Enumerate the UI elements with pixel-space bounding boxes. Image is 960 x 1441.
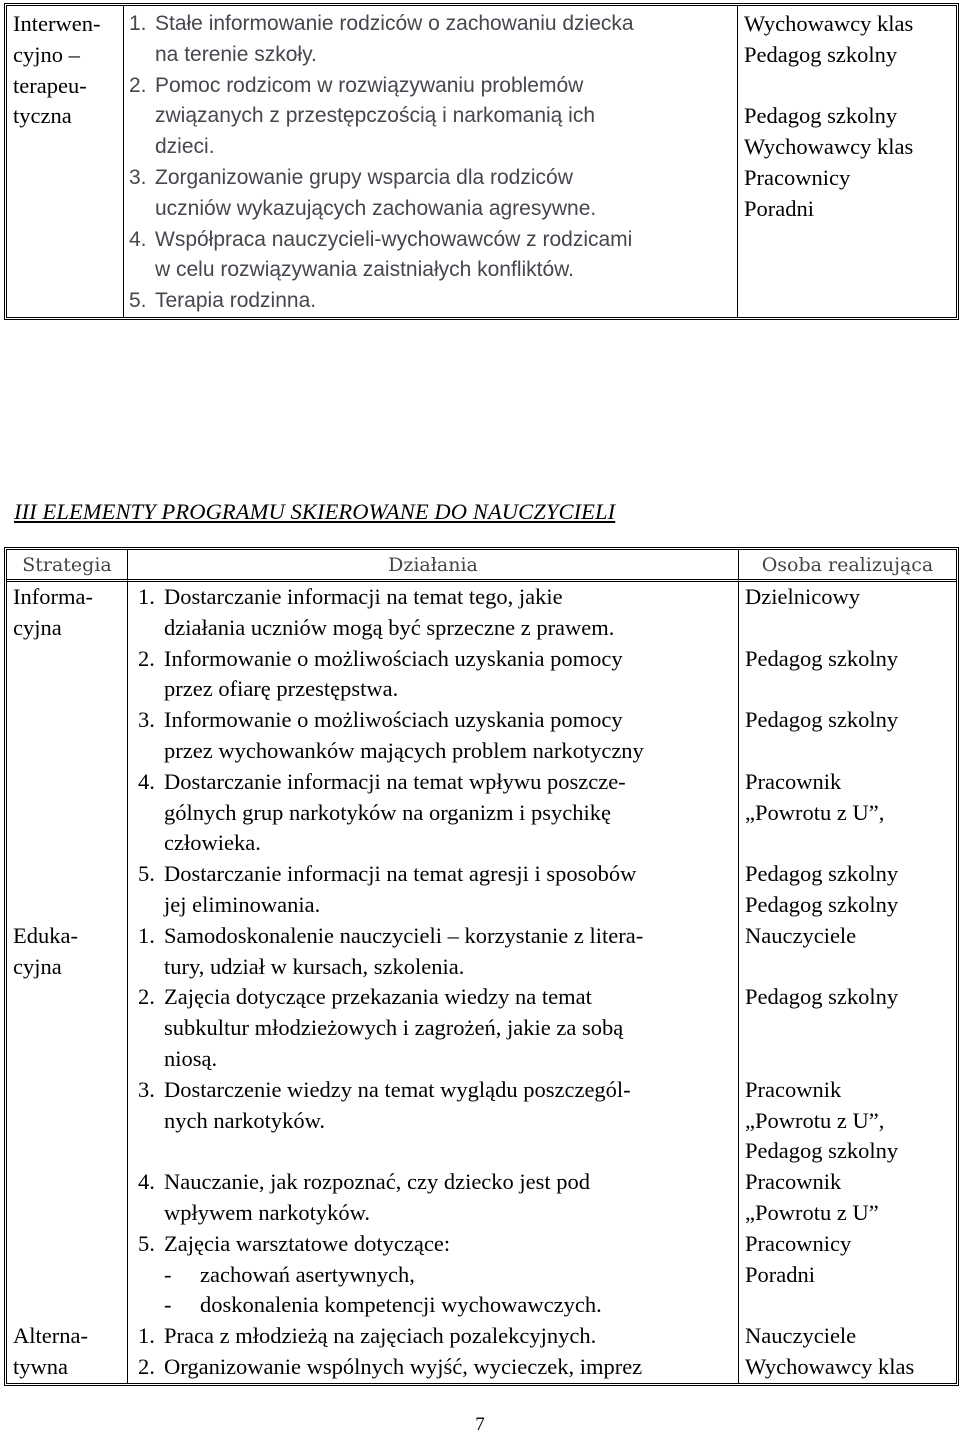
sub-item [164, 1260, 738, 1291]
text-line [745, 952, 956, 983]
action-item [138, 767, 738, 859]
text-line: Pedagog szkolny [744, 41, 898, 67]
text-line: Poradni [745, 1261, 815, 1287]
text-line: Alterna- [13, 1323, 88, 1349]
action-item [138, 859, 738, 921]
text-line: Interwen- [13, 11, 101, 36]
action-line: Dostarczanie informacji na temat wpływu poszcze- [164, 768, 626, 794]
action-line: Pomoc rodzicom w rozwiązywaniu problemów [155, 73, 584, 97]
text-line: Nauczyciele [745, 922, 857, 948]
top-program-table [4, 3, 959, 320]
item-number: 1. [138, 584, 155, 609]
actions-cell [128, 582, 739, 921]
action-line: Dostarczenie wiedzy na temat wyglądu poszczegól- [164, 1076, 631, 1102]
action-line: dzieci. [155, 135, 215, 159]
text-line [745, 1290, 956, 1321]
item-number: 4. [138, 1169, 155, 1195]
action-item [138, 1321, 738, 1352]
item-number: 3. [138, 707, 155, 733]
item-number: 5. [129, 289, 147, 313]
sub-text: zachowań asertywnych, [200, 1261, 415, 1287]
text-line: Pedagog szkolny [745, 1138, 899, 1164]
teachers-program-table [4, 547, 959, 1386]
action-line: Współpraca nauczycieli-wychowawców z rodzicami [155, 227, 633, 251]
text-line [744, 71, 956, 102]
action-item [138, 982, 738, 1074]
text-line: Eduka- [13, 922, 78, 948]
action-item [138, 582, 738, 644]
action-line: Nauczanie, jak rozpoznać, czy dziecko jest pod [164, 1169, 591, 1195]
action-line: w celu rozwiązywania zaistniałych konfliktów. [155, 258, 575, 282]
table-row [7, 582, 956, 921]
text-line: Informa- [13, 584, 93, 609]
text-line: cyjna [13, 953, 62, 979]
text-line: Nauczyciele [745, 1323, 857, 1349]
strategy-cell [7, 582, 128, 921]
section-heading: III ELEMENTY PROGRAMU SKIEROWANE DO NAUCZYCIELI [14, 499, 616, 524]
item-number: 4. [129, 227, 147, 251]
text-line: Pedagog szkolny [745, 891, 899, 917]
text-line: tywna [13, 1353, 68, 1379]
table-header-row [7, 550, 956, 582]
action-item [129, 163, 737, 225]
item-number: 3. [138, 1076, 155, 1102]
text-line: Pedagog szkolny [745, 861, 899, 887]
persons-cell [739, 921, 956, 1321]
strategy-cell [7, 921, 128, 1321]
text-line: Dzielnicowy [745, 584, 860, 609]
action-line: związanych z przestępczością i narkomanią ich [155, 104, 596, 128]
action-item [138, 644, 738, 706]
text-line: Pracownik [745, 768, 842, 794]
action-item [129, 71, 737, 163]
action-line: Dostarczanie informacji na temat tego, jakie [164, 584, 563, 609]
header-person: Osoba realizująca [739, 550, 956, 582]
text-line: Wychowawcy klas [744, 11, 914, 36]
action-line: Praca z młodzieżą na zajęciach pozalekcyjnych. [164, 1323, 597, 1349]
item-number: 2. [129, 73, 147, 97]
text-line [745, 613, 956, 644]
text-line: tyczna [13, 103, 72, 129]
action-line: nych narkotyków. [164, 1107, 326, 1133]
action-item [138, 1229, 738, 1321]
action-line: uczniów wykazujących zachowania agresywne. [155, 196, 597, 220]
item-number: 5. [138, 861, 155, 887]
action-line: Zajęcia warsztatowe dotyczące: [164, 1230, 451, 1256]
action-line: Organizowanie wspólnych wyjść, wycieczek, imprez [164, 1353, 643, 1379]
text-line: „Powrotu z U” [745, 1199, 879, 1225]
text-line: Wychowawcy klas [745, 1353, 915, 1379]
actions-cell [128, 921, 739, 1321]
sub-item [164, 1290, 738, 1321]
action-line: człowieka. [164, 830, 261, 856]
action-line: Samodoskonalenie nauczycieli – korzystanie z litera- [164, 922, 644, 948]
action-line: przez ofiarę przestępstwa. [164, 676, 399, 702]
item-number: 4. [138, 768, 155, 794]
persons-cell-interwencyjno [738, 6, 956, 317]
text-line: Pracownicy [744, 164, 851, 190]
action-line: na terenie szkoły. [155, 42, 317, 66]
text-line: „Powrotu z U”, [745, 799, 885, 825]
text-line: Wychowawcy klas [744, 134, 914, 160]
text-line: terapeu- [13, 72, 87, 98]
action-line: jej eliminowania. [164, 891, 321, 917]
action-line: Informowanie o możliwościach uzyskania pomocy [164, 645, 623, 671]
persons-cell [739, 1321, 956, 1383]
header-actions: Działania [128, 550, 739, 582]
action-item [129, 225, 737, 287]
action-line: Informowanie o możliwościach uzyskania pomocy [164, 707, 623, 733]
strategy-cell [7, 1321, 128, 1383]
action-line: Zajęcia dotyczące przekazania wiedzy na temat [164, 984, 592, 1010]
item-number: 2. [138, 645, 155, 671]
action-line: Stałe informowanie rodziców o zachowaniu dziecka [155, 12, 634, 35]
action-item [138, 1352, 738, 1383]
table-row [7, 1321, 956, 1383]
spacer [138, 1136, 738, 1167]
item-number: 1. [138, 1323, 155, 1349]
item-number: 2. [138, 984, 155, 1010]
action-line: wpływem narkotyków. [164, 1199, 371, 1225]
text-line: Pracownik [745, 1169, 842, 1195]
table-body [7, 582, 956, 1383]
text-line: Pracownicy [745, 1230, 852, 1256]
text-line [745, 1013, 956, 1044]
text-line: Pedagog szkolny [745, 707, 899, 733]
text-line: cyjno – [13, 41, 80, 67]
table-row [7, 921, 956, 1321]
header-strategy: Strategia [7, 550, 128, 582]
item-number: 5. [138, 1230, 155, 1256]
item-number: 1. [129, 12, 147, 35]
action-item [129, 9, 737, 71]
action-line: Dostarczanie informacji na temat agresji i sposobów [164, 861, 637, 887]
sub-dash: - [164, 1261, 172, 1287]
item-number: 3. [129, 165, 147, 189]
action-line: działania uczniów mogą być sprzeczne z prawem. [164, 614, 615, 640]
action-line: Terapia rodzinna. [155, 289, 317, 313]
text-line: Pedagog szkolny [745, 984, 899, 1010]
item-number: 2. [138, 1353, 155, 1379]
sub-dash: - [164, 1292, 172, 1318]
actions-cell [128, 1321, 739, 1383]
text-line [745, 674, 956, 705]
action-line: przez wychowanków mających problem narkotyczny [164, 737, 644, 763]
text-line [745, 1044, 956, 1075]
action-line: Zorganizowanie grupy wsparcia dla rodziców [155, 165, 573, 189]
text-line [745, 736, 956, 767]
persons-cell [739, 582, 956, 921]
action-item [138, 921, 738, 983]
action-line: subkultur młodzieżowych i zagrożeń, jakie za sobą [164, 1015, 624, 1041]
action-item [129, 286, 737, 317]
text-line: „Powrotu z U”, [745, 1107, 885, 1133]
action-line: tury, udział w kursach, szkolenia. [164, 953, 465, 979]
item-number: 1. [138, 922, 155, 948]
strategy-cell-interwencyjno [7, 6, 124, 317]
action-item [138, 1075, 738, 1137]
action-line: niosą. [164, 1045, 218, 1071]
text-line: Pedagog szkolny [744, 103, 898, 129]
action-item [138, 705, 738, 767]
actions-cell-interwencyjno [124, 6, 738, 317]
action-line: gólnych grup narkotyków na organizm i psychikę [164, 799, 611, 825]
text-line [745, 828, 956, 859]
page-number: 7 [475, 1414, 485, 1435]
action-item [138, 1167, 738, 1229]
text-line: Poradni [744, 195, 814, 221]
sub-text: doskonalenia kompetencji wychowawczych. [200, 1292, 602, 1318]
text-line: Pracownik [745, 1076, 842, 1102]
text-line: Pedagog szkolny [745, 645, 899, 671]
text-line: cyjna [13, 614, 62, 640]
